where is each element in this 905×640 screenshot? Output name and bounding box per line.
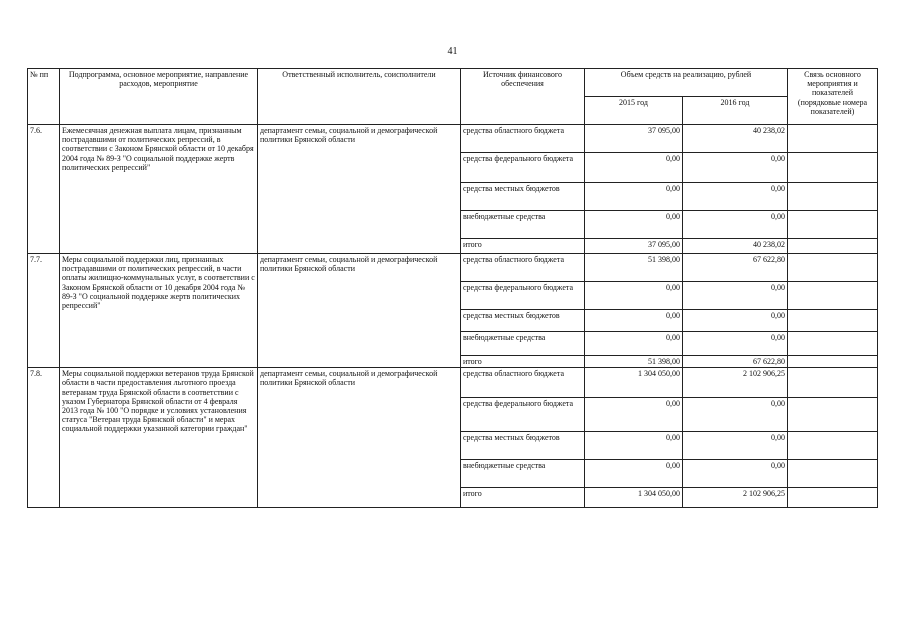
amount-2015: 1 304 050,00	[585, 488, 683, 508]
funding-source: средства областного бюджета	[461, 254, 585, 282]
row-number: 7.7.	[28, 254, 60, 368]
header-row	[28, 69, 878, 97]
col-header-volume: Объем средств на реализацию, рублей	[585, 69, 788, 97]
funding-source: средства областного бюджета	[461, 125, 585, 153]
amount-2015: 0,00	[585, 183, 683, 211]
amount-2015: 37 095,00	[585, 239, 683, 254]
amount-2015: 51 398,00	[585, 356, 683, 368]
amount-2016: 0,00	[683, 282, 788, 310]
amount-2016: 40 238,02	[683, 239, 788, 254]
funding-source: внебюджетные средства	[461, 211, 585, 239]
indicator-link	[788, 183, 878, 211]
indicator-link	[788, 211, 878, 239]
col-header-num: № пп	[28, 69, 60, 125]
row-number: 7.6.	[28, 125, 60, 254]
funding-source: внебюджетные средства	[461, 332, 585, 356]
indicator-link	[788, 310, 878, 332]
row-number: 7.8.	[28, 368, 60, 508]
amount-2016: 0,00	[683, 398, 788, 432]
page-number: 41	[447, 46, 458, 57]
funding-source: средства местных бюджетов	[461, 432, 585, 460]
indicator-link	[788, 153, 878, 183]
funding-source: средства местных бюджетов	[461, 183, 585, 211]
table-row	[28, 254, 878, 282]
amount-2016: 0,00	[683, 310, 788, 332]
amount-2016: 0,00	[683, 153, 788, 183]
amount-2015: 0,00	[585, 460, 683, 488]
amount-2016: 0,00	[683, 460, 788, 488]
amount-2016: 67 622,80	[683, 254, 788, 282]
amount-2015: 0,00	[585, 332, 683, 356]
row-description: Ежемесячная денежная выплата лицам, признанным пострадавшими от политических репрессий, в соответствии с Законом Брянской области от 10 декабря 2004 года № 89-З "О социальной поддержке жертв политических репрессий"	[60, 125, 258, 254]
indicator-link	[788, 125, 878, 153]
amount-2015: 51 398,00	[585, 254, 683, 282]
amount-2015: 0,00	[585, 398, 683, 432]
row-executor: департамент семьи, социальной и демографической политики Брянской области	[258, 125, 461, 254]
row-executor: департамент семьи, социальной и демографической политики Брянской области	[258, 254, 461, 368]
amount-2016: 0,00	[683, 332, 788, 356]
funding-source: средства федерального бюджета	[461, 398, 585, 432]
funding-source: средства федерального бюджета	[461, 282, 585, 310]
funding-source: средства федерального бюджета	[461, 153, 585, 183]
amount-2015: 37 095,00	[585, 125, 683, 153]
funding-source: итого	[461, 488, 585, 508]
row-description: Меры социальной поддержки лиц, признанных пострадавшими от политических репрессий, в части оплаты жилищно-коммунальных услуг, в соответствии с Законом Брянской области от 10 декабря 2004 года № 89-З "О социальной поддержке жертв политических репрессий"	[60, 254, 258, 368]
indicator-link	[788, 368, 878, 398]
col-header-link: Связь основного мероприятия и показателей (порядковые номера показателей)	[788, 69, 878, 125]
row-executor: департамент семьи, социальной и демографической политики Брянской области	[258, 368, 461, 508]
table-body	[28, 125, 878, 508]
amount-2016: 40 238,02	[683, 125, 788, 153]
amount-2016: 0,00	[683, 183, 788, 211]
indicator-link	[788, 398, 878, 432]
amount-2015: 0,00	[585, 211, 683, 239]
funding-source: средства местных бюджетов	[461, 310, 585, 332]
indicator-link	[788, 356, 878, 368]
table-row	[28, 368, 878, 398]
funding-source: итого	[461, 356, 585, 368]
indicator-link	[788, 432, 878, 460]
amount-2016: 2 102 906,25	[683, 368, 788, 398]
funding-source: средства областного бюджета	[461, 368, 585, 398]
indicator-link	[788, 460, 878, 488]
amount-2015: 1 304 050,00	[585, 368, 683, 398]
col-header-2015: 2015 год	[585, 97, 683, 125]
col-header-source: Источник финансового обеспечения	[461, 69, 585, 125]
indicator-link	[788, 254, 878, 282]
table-row	[28, 125, 878, 153]
col-header-executor: Ответственный исполнитель, соисполнители	[258, 69, 461, 125]
amount-2016: 2 102 906,25	[683, 488, 788, 508]
row-description: Меры социальной поддержки ветеранов труда Брянской области в части предоставления льготного проезда ветеранам труда Брянской области в соответствии с указом Губернатора Брянской области от 4 февраля 2013 года № 100 "О порядке и условиях установления статуса "Ветеран труда Брянской области" и мерах социальной поддержки указанной категории граждан"	[60, 368, 258, 508]
col-header-2016: 2016 год	[683, 97, 788, 125]
indicator-link	[788, 332, 878, 356]
funding-source: внебюджетные средства	[461, 460, 585, 488]
budget-table	[27, 68, 878, 508]
indicator-link	[788, 282, 878, 310]
amount-2015: 0,00	[585, 282, 683, 310]
indicator-link	[788, 488, 878, 508]
amount-2015: 0,00	[585, 310, 683, 332]
amount-2015: 0,00	[585, 432, 683, 460]
col-header-subprogram: Подпрограмма, основное мероприятие, направление расходов, мероприятие	[60, 69, 258, 125]
amount-2015: 0,00	[585, 153, 683, 183]
amount-2016: 67 622,80	[683, 356, 788, 368]
amount-2016: 0,00	[683, 432, 788, 460]
amount-2016: 0,00	[683, 211, 788, 239]
funding-source: итого	[461, 239, 585, 254]
indicator-link	[788, 239, 878, 254]
